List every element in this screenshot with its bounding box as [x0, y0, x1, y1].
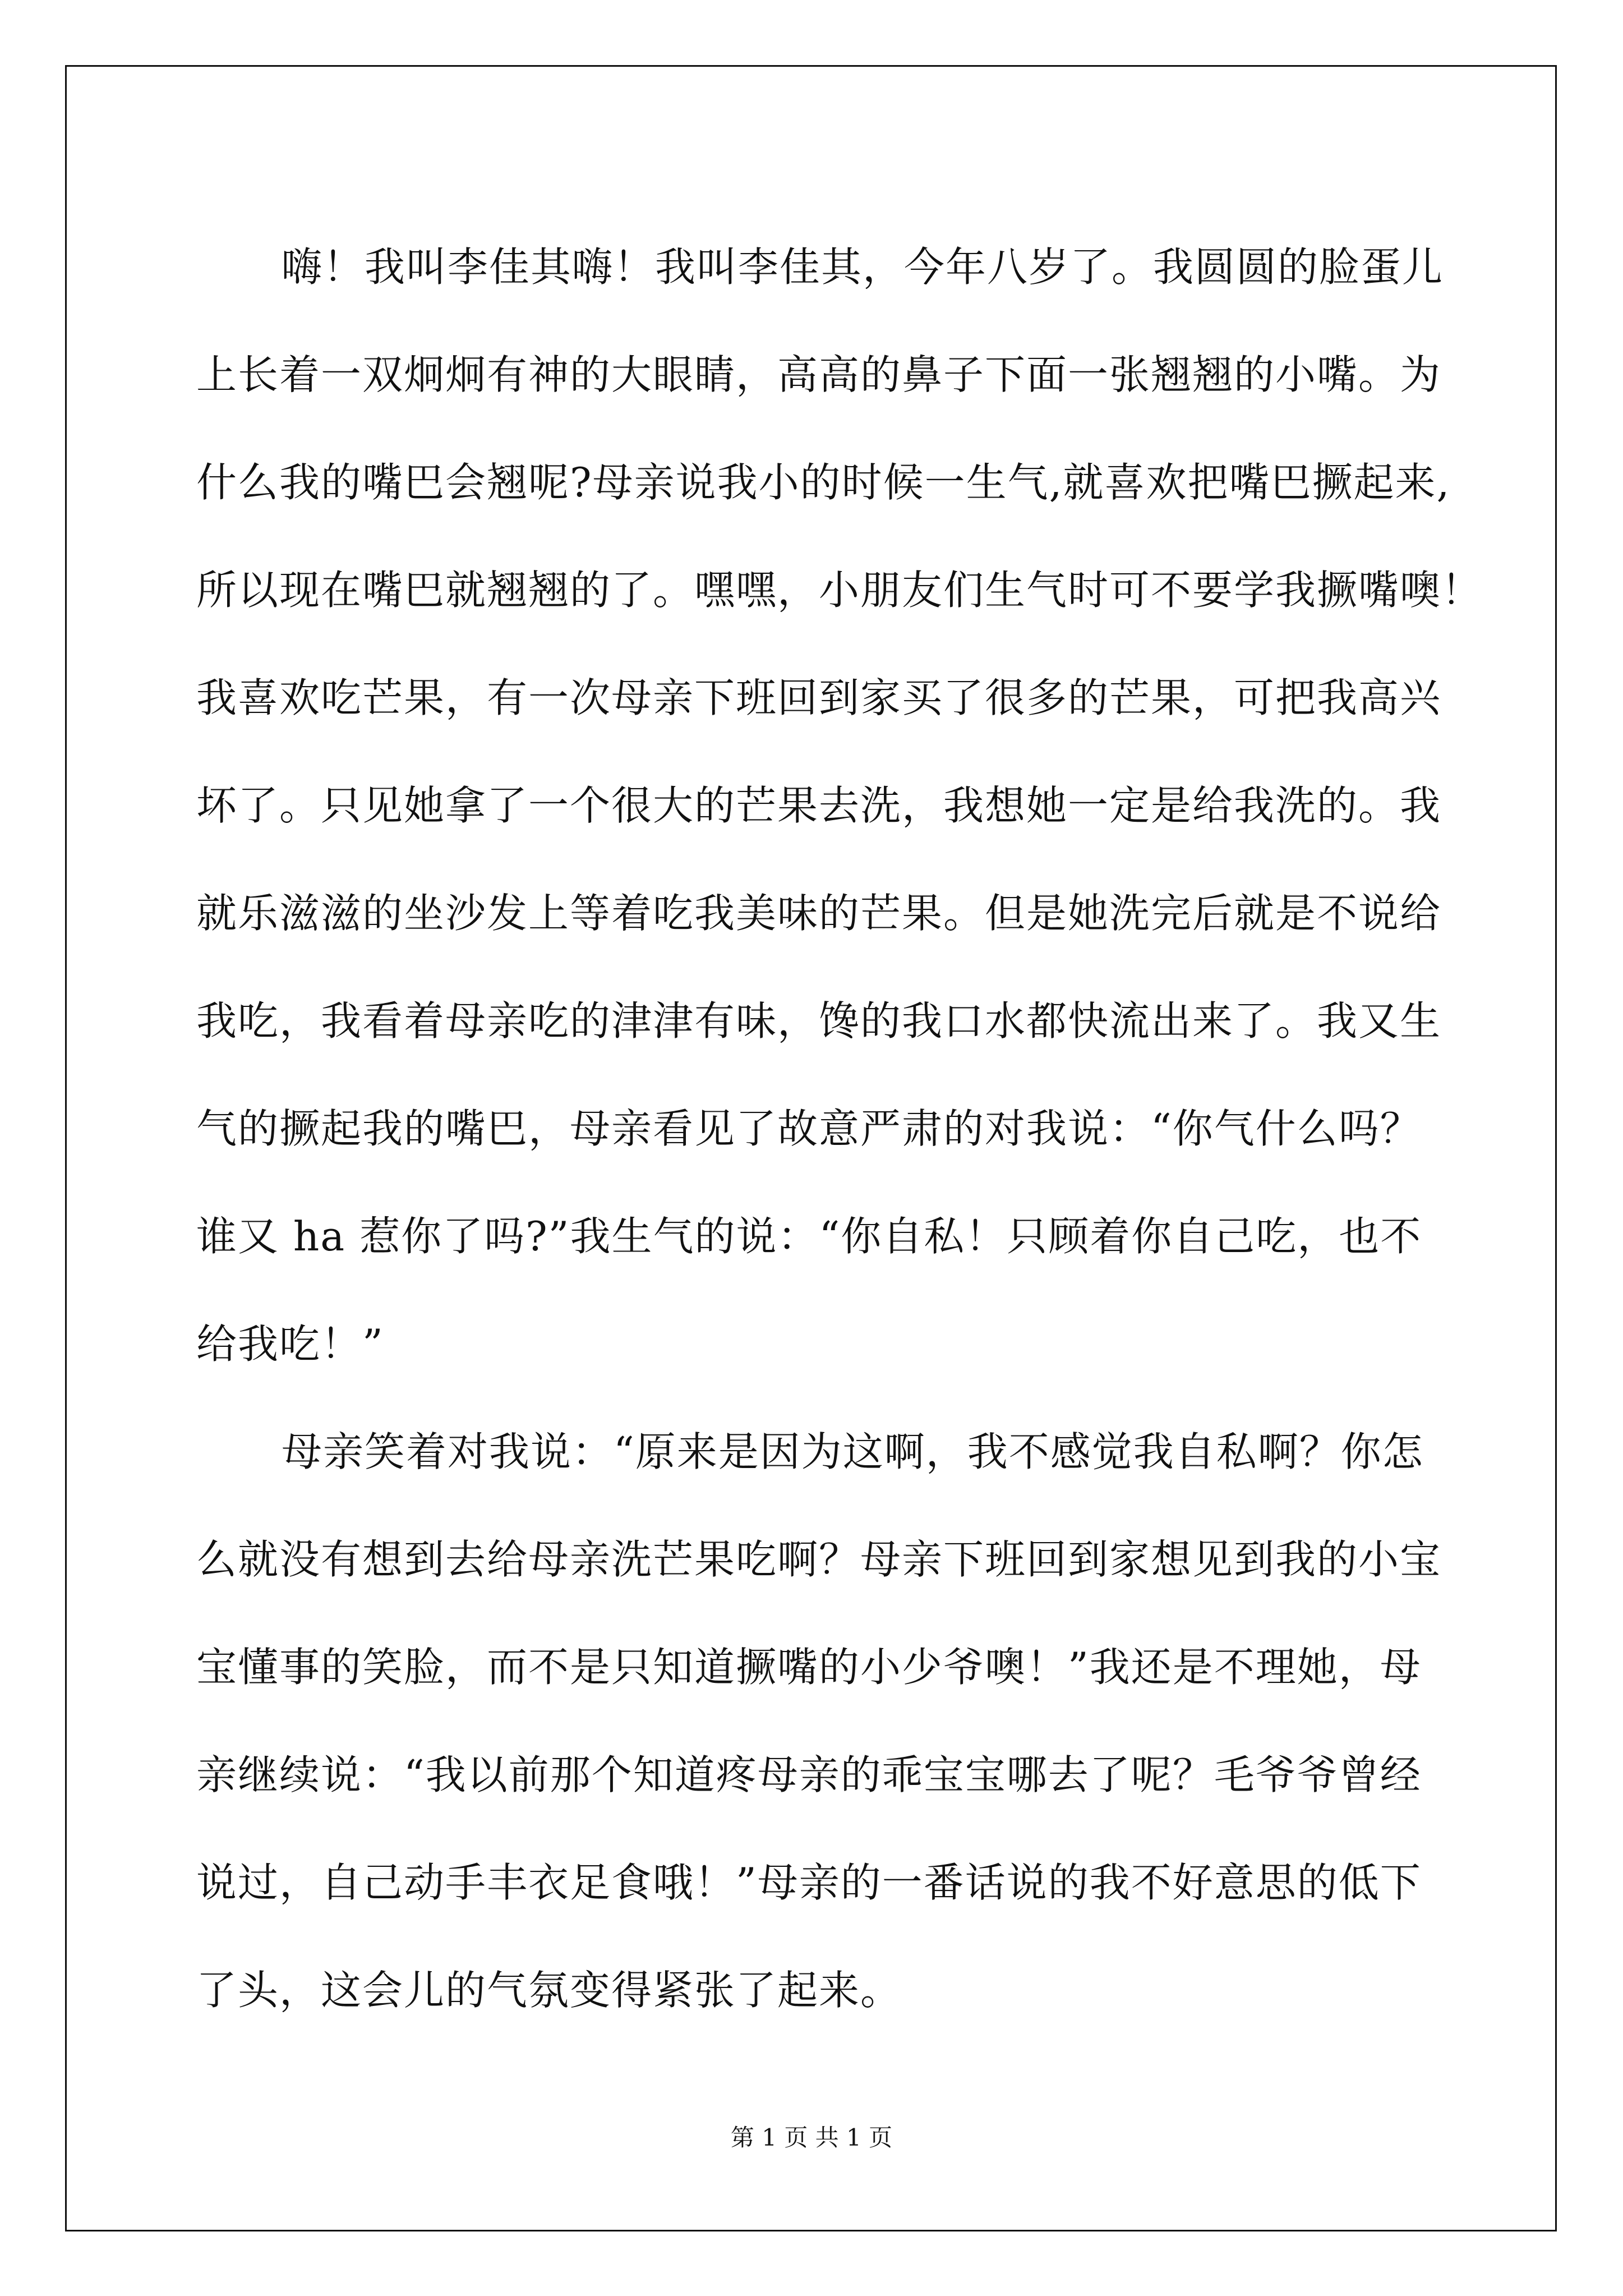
- text-line: 我吃，我看着母亲吃的津津有味，馋的我口水都快流出来了。我又生: [196, 997, 1442, 1045]
- page-footer: [0, 2119, 1623, 2153]
- text-line: 给我吃！”: [196, 1320, 384, 1368]
- text-line: 谁又 ha 惹你了吗?”我生气的说：“你自私！只顾着你自己吃，也不: [196, 1213, 1422, 1260]
- text-line: 嗨！我叫李佳其嗨！我叫李佳其，今年八岁了。我圆圆的脸蛋儿: [282, 243, 1444, 291]
- text-line: 什么我的嘴巴会翘呢?母亲说我小的时候一生气,就喜欢把嘴巴撅起来,: [196, 459, 1451, 506]
- text-line: 气的撅起我的嘴巴，母亲看见了故意严肃的对我说：“你气什么吗？: [196, 1105, 1422, 1152]
- document-body: [196, 213, 1483, 2044]
- text-line: 宝懂事的笑脸，而不是只知道撅嘴的小少爷噢！”我还是不理她，母: [196, 1644, 1422, 1691]
- text-line: 所以现在嘴巴就翘翘的了。嘿嘿，小朋友们生气时可不要学我撅嘴噢！: [196, 567, 1483, 614]
- paragraph-1: [196, 213, 1483, 1398]
- text-line: 么就没有想到去给母亲洗芒果吃啊？母亲下班回到家想见到我的小宝: [196, 1536, 1442, 1583]
- text-line: 坏了。只见她拿了一个很大的芒果去洗，我想她一定是给我洗的。我: [196, 782, 1442, 829]
- text-line: 亲继续说：“我以前那个知道疼母亲的乖宝宝哪去了呢？毛爷爷曾经: [196, 1751, 1422, 1798]
- text-line: 了头，这会儿的气氛变得紧张了起来。: [196, 1967, 902, 2014]
- text-line: 我喜欢吃芒果，有一次母亲下班回到家买了很多的芒果，可把我高兴: [196, 674, 1442, 721]
- text-line: 母亲笑着对我说：“原来是因为这啊，我不感觉我自私啊？你怎: [282, 1428, 1424, 1475]
- text-line: 说过，自己动手丰衣足食哦！”母亲的一番话说的我不好意思的低下: [196, 1859, 1422, 1906]
- paragraph-2: [196, 1398, 1442, 2044]
- page-number-label: 第 1 页 共 1 页: [730, 2124, 893, 2151]
- text-line: 上长着一双炯炯有神的大眼睛，高高的鼻子下面一张翘翘的小嘴。为: [196, 351, 1442, 398]
- text-line: 就乐滋滋的坐沙发上等着吃我美味的芒果。但是她洗完后就是不说给: [196, 890, 1442, 937]
